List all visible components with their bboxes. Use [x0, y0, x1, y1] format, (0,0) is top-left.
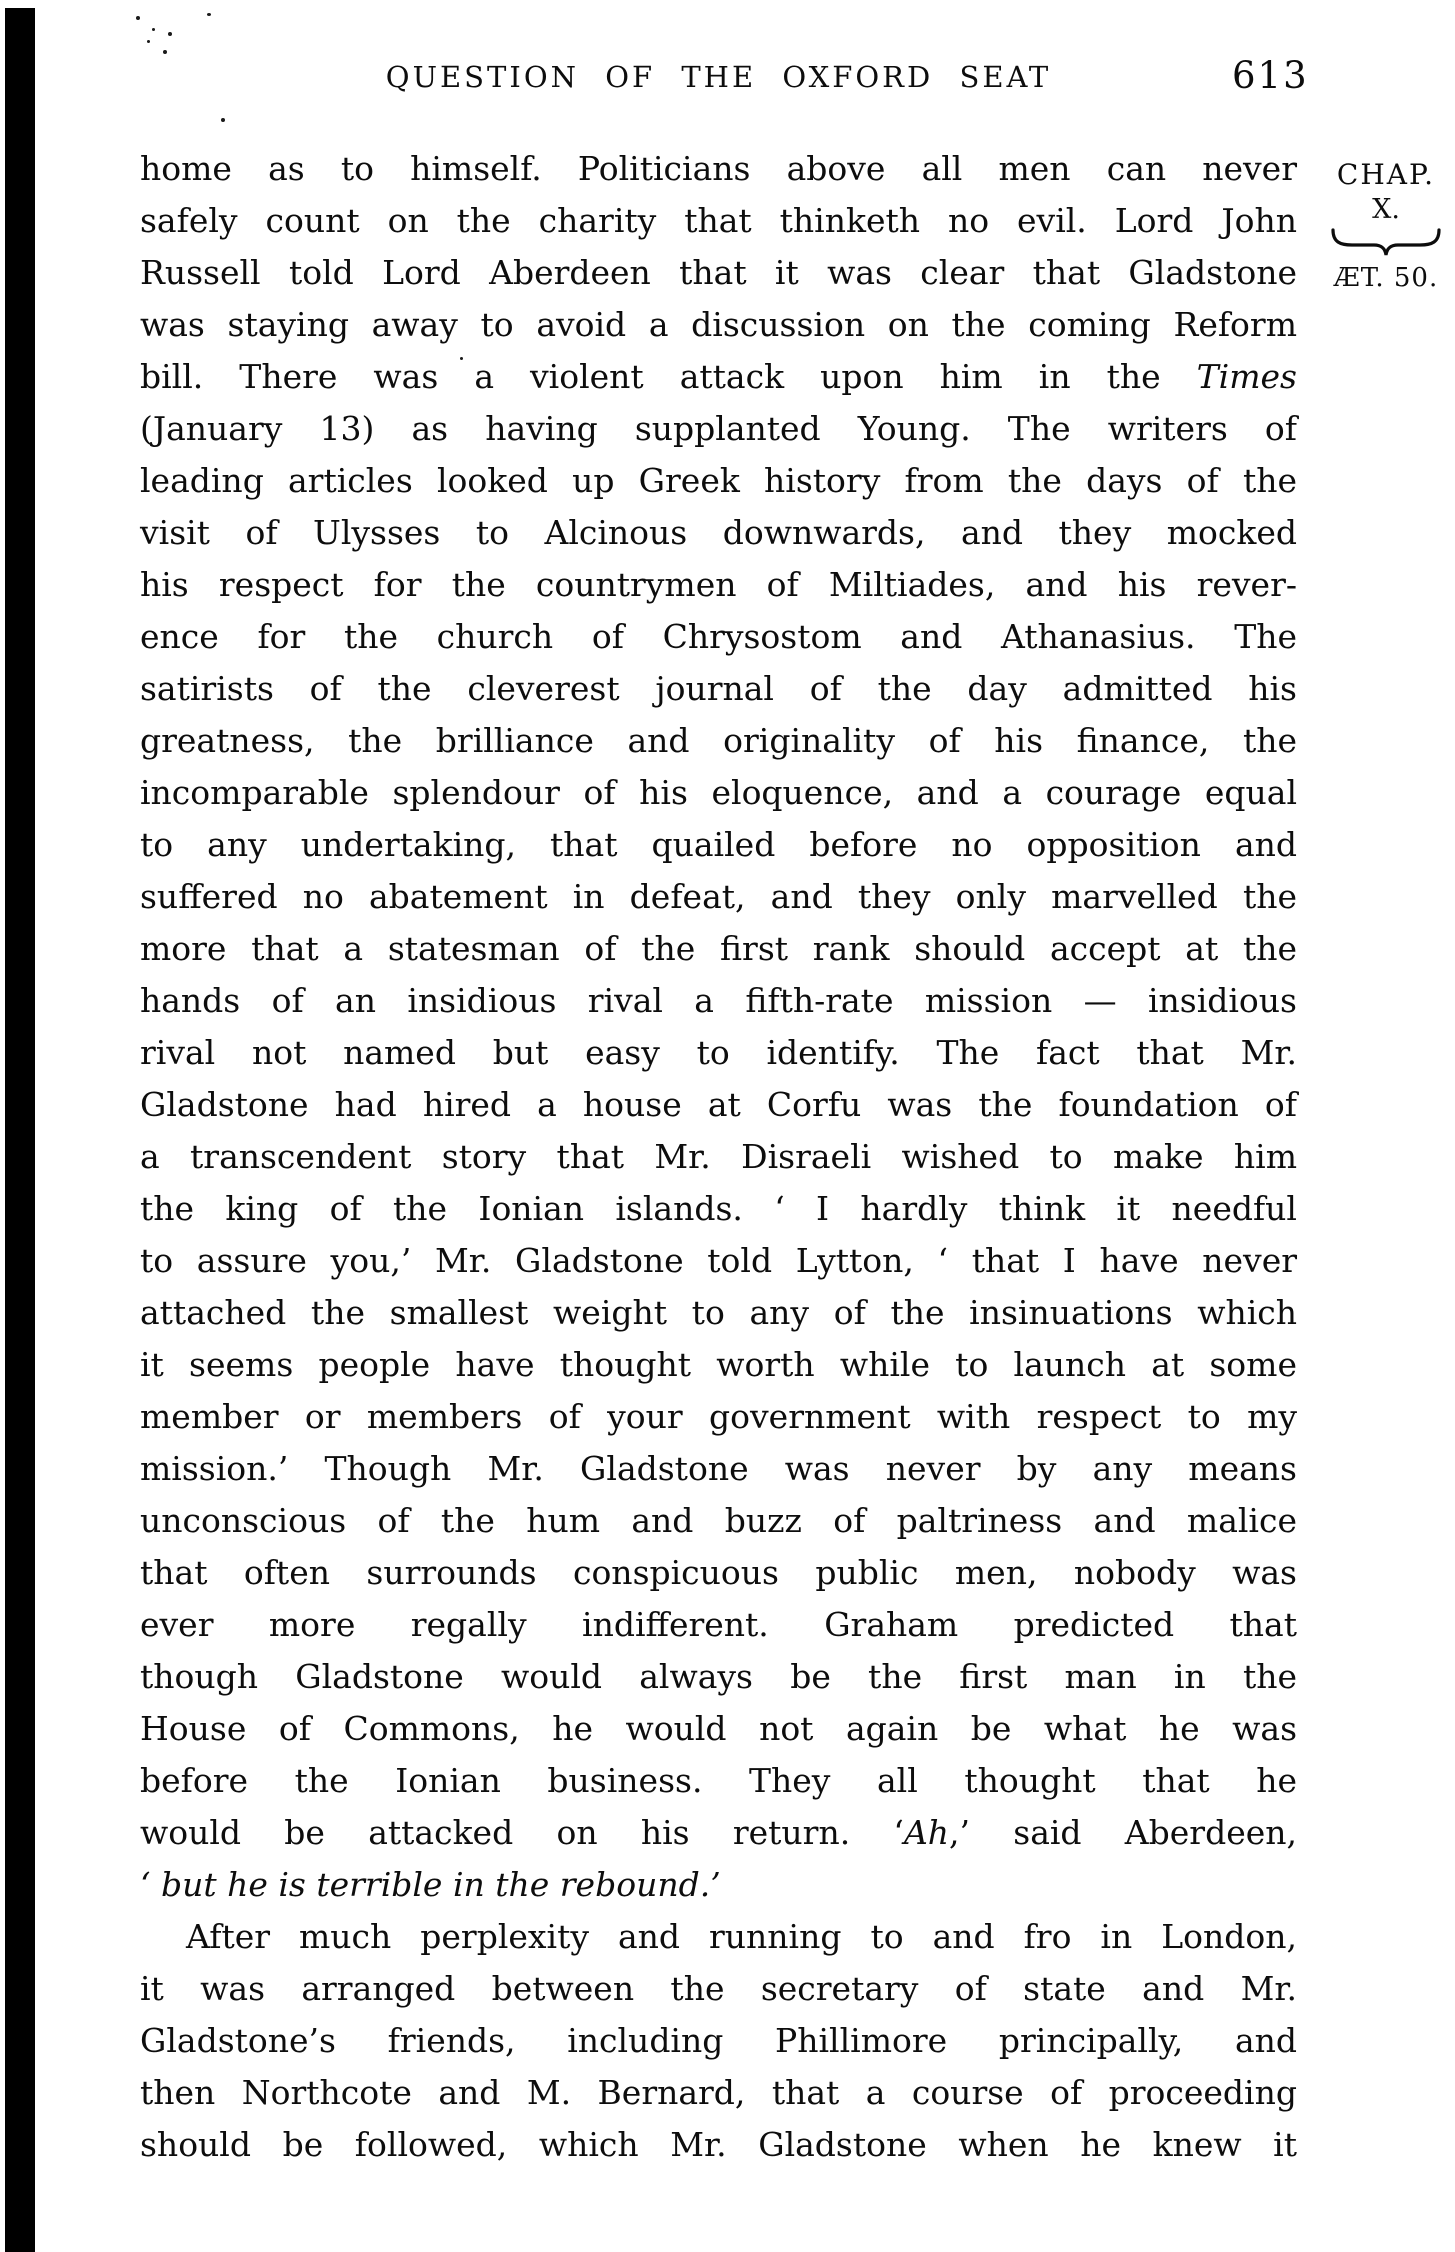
body-line: attached the smallest weight to any of the insinuations which — [140, 1293, 1297, 1332]
body-line: Russell told Lord Aberdeen that it was clear that Gladstone — [140, 253, 1297, 292]
aetat-note: ÆT. 50. — [1333, 263, 1439, 294]
body-line: ever more regally indifferent. Graham predicted that — [140, 1605, 1297, 1644]
body-line: more that a statesman of the first rank should accept at the — [140, 929, 1297, 968]
scan-speck — [136, 16, 140, 20]
body-line: rival not named but easy to identify. The fact that Mr. — [140, 1033, 1297, 1072]
body-line: to assure you,’ Mr. Gladstone told Lytton, ‘ that I have never — [140, 1241, 1297, 1280]
body-line: House of Commons, he would not again be what he was — [140, 1709, 1297, 1748]
body-line: suffered no abatement in defeat, and they only marvelled the — [140, 877, 1297, 916]
body-line: though Gladstone would always be the first man in the — [140, 1657, 1297, 1696]
body-line: ence for the church of Chrysostom and Athanasius. The — [140, 617, 1297, 656]
body-line: the king of the Ionian islands. ‘ I hardly think it needful — [140, 1189, 1297, 1228]
body-line: incomparable splendour of his eloquence, and a courage equal — [140, 773, 1297, 812]
body-text — [140, 143, 1297, 2171]
scan-binding-bar — [5, 8, 35, 2252]
body-line: safely count on the charity that thinketh no evil. Lord John — [140, 201, 1297, 240]
scan-speck — [221, 118, 225, 122]
body-line: home as to himself. Politicians above all men can never — [140, 149, 1297, 188]
underbrace-icon — [1329, 227, 1443, 259]
body-line: should be followed, which Mr. Gladstone when he knew it — [140, 2125, 1297, 2164]
body-line: mission.’ Though Mr. Gladstone was never by any means — [140, 1449, 1297, 1488]
scan-speck — [152, 28, 155, 31]
scan-speck — [147, 40, 150, 43]
body-line: was staying away to avoid a discussion on the coming Reform — [140, 305, 1297, 344]
body-line: to any undertaking, that quailed before no opposition and — [140, 825, 1297, 864]
body-line: a transcendent story that Mr. Disraeli wished to make him — [140, 1137, 1297, 1176]
body-line: ‘ but he is terrible in the rebound.’ — [140, 1865, 721, 1904]
body-line: before the Ionian business. They all thought that he — [140, 1761, 1297, 1800]
body-line: unconscious of the hum and buzz of paltriness and malice — [140, 1501, 1297, 1540]
body-line: would be attacked on his return. ‘Ah,’ said Aberdeen, — [140, 1813, 1297, 1852]
running-title: QUESTION OF THE OXFORD SEAT — [385, 60, 1052, 94]
body-line: After much perplexity and running to and fro in London, — [186, 1917, 1297, 1956]
chapter-numeral: X. — [1372, 193, 1400, 225]
body-line: bill. There was a violent attack upon him in the Times — [140, 357, 1297, 396]
body-line: it seems people have thought worth while to launch at some — [140, 1345, 1297, 1384]
body-line: leading articles looked up Greek history from the days of the — [140, 461, 1297, 500]
chapter-label: CHAP. — [1336, 158, 1436, 191]
body-line: (January 13) as having supplanted Young. The writers of — [140, 409, 1297, 448]
body-line: his respect for the countrymen of Miltiades, and his rever- — [140, 565, 1297, 604]
body-line: greatness, the brilliance and originality of his finance, the — [140, 721, 1297, 760]
page-number: 613 — [1232, 54, 1309, 97]
body-line: that often surrounds conspicuous public men, nobody was — [140, 1553, 1297, 1592]
scan-speck — [168, 32, 172, 36]
body-line: visit of Ulysses to Alcinous downwards, and they mocked — [140, 513, 1297, 552]
body-line: hands of an insidious rival a fifth-rate mission — insidious — [140, 981, 1297, 1020]
body-line: satirists of the cleverest journal of the day admitted his — [140, 669, 1297, 708]
body-line: then Northcote and M. Bernard, that a course of proceeding — [140, 2073, 1297, 2112]
body-line: Gladstone’s friends, including Phillimore principally, and — [140, 2021, 1297, 2060]
body-line: member or members of your government with respect to my — [140, 1397, 1297, 1436]
scan-speck — [207, 13, 211, 16]
body-line: it was arranged between the secretary of state and Mr. — [140, 1969, 1297, 2008]
margin-notes — [1320, 160, 1452, 293]
scan-speck — [163, 50, 167, 54]
body-line: Gladstone had hired a house at Corfu was the foundation of — [140, 1085, 1297, 1124]
